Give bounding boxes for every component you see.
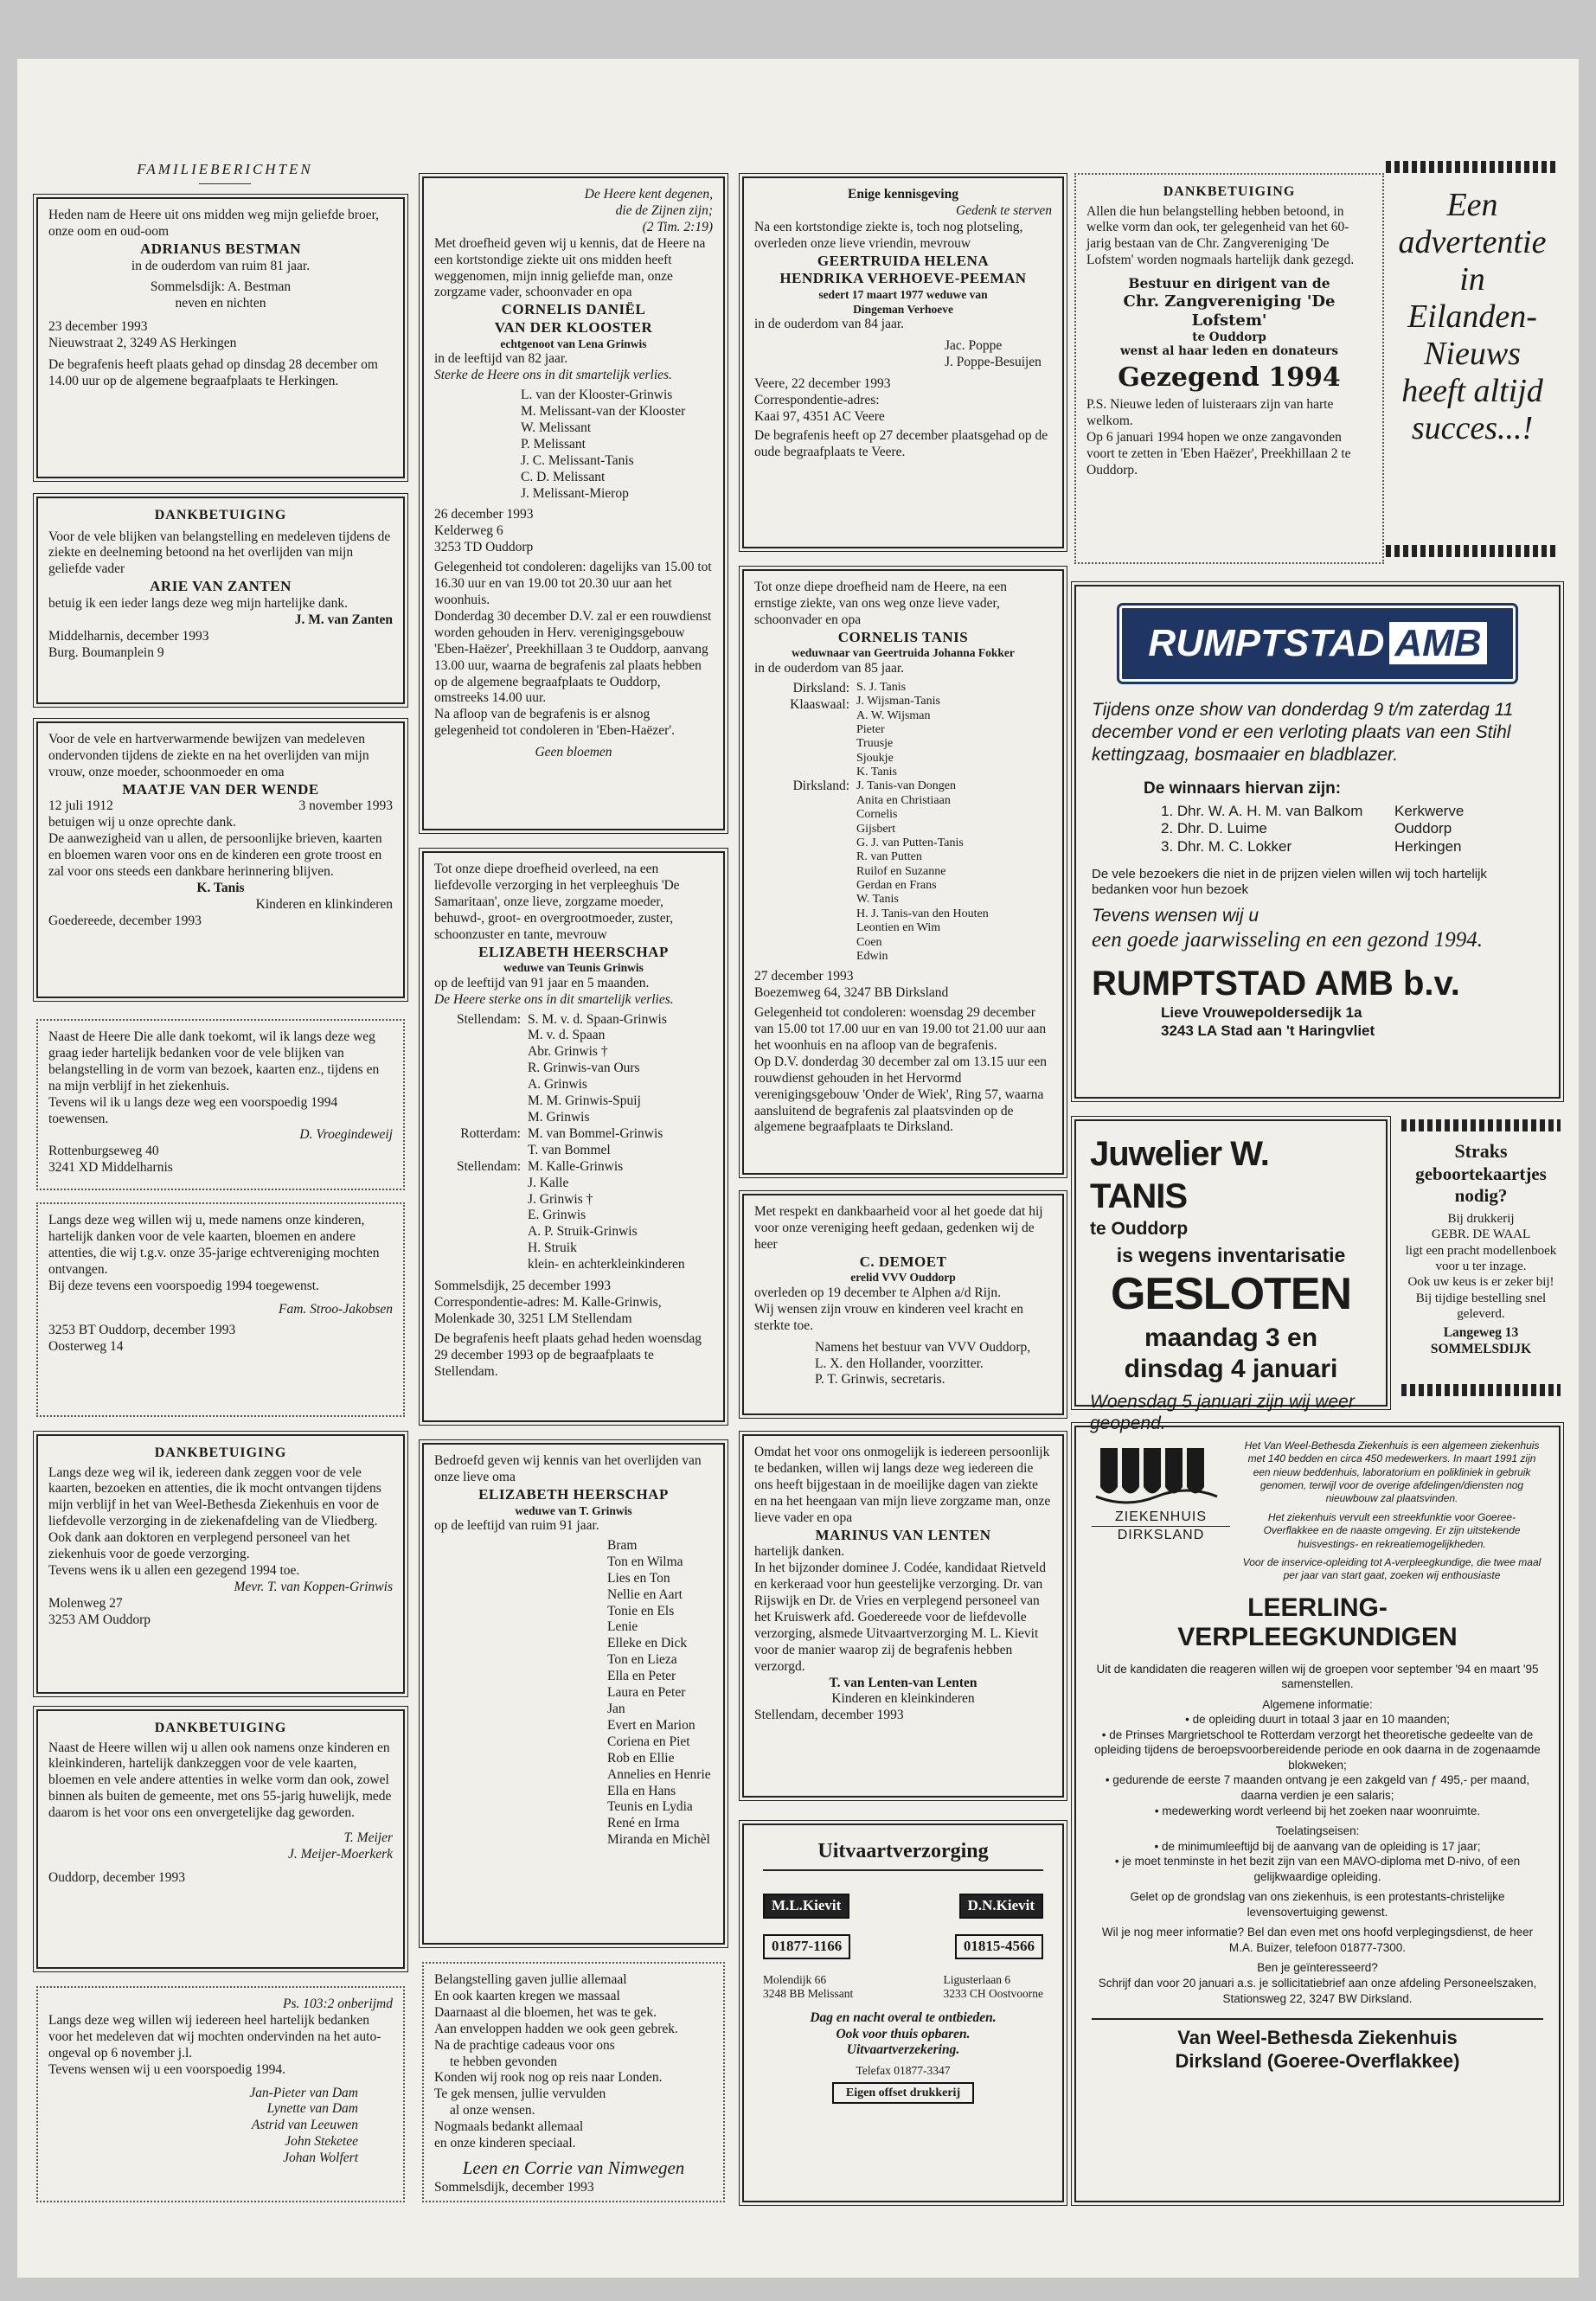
closed-dates: maandag 3 en — [1144, 1323, 1318, 1352]
notice-lofstem — [1074, 173, 1384, 564]
family-places: Stellendam: Rotterdam: Stellendam: — [456, 1011, 521, 1174]
deceased-spouse: weduwe van Teunis Grinwis — [503, 961, 644, 975]
signature: Kinderen en kleinkinderen — [831, 1691, 975, 1707]
notice-text: Langs deze weg wil ik, iedereen dank zeggen voor de vele kaarten, bezoeken en attenties, die ik mocht ontvangen tijdens mijn verblijf in het van Weel-Bethesda Ziekenhuis en voor de liefdevolle verzorging in de ziekenafdeling van de Vliedberg. Ook dank aan doktoren en verplegend personeel van het ziekenhuis voor de goede verzorging. Tevens wens ik u allen een gezegend 1994 toe. — [48, 1465, 381, 1578]
notice-text: Naast de Heere willen wij u allen ook namens onze kinderen en kleinkinderen, hartelijk dankzeggen voor de vele kaarten, bloemen en vele andere attenties in welke vorm dan ook, zowel binnen als buiten de gemeente, met ons 55-jarig huwelijk, mede daarom is het voor ons een onvergetelijke dag geworden. — [48, 1740, 392, 1821]
deceased-name: ELIZABETH HEERSCHAP — [478, 943, 669, 960]
info-heading: Toelatingseisen: — [1275, 1824, 1360, 1838]
ornament-border — [1386, 545, 1559, 557]
ornament-border — [1401, 1119, 1561, 1131]
notice-heerschap-grandchildren — [422, 1443, 725, 1945]
winner-place: Kerkwerve — [1394, 802, 1465, 819]
notice-verhoeve-peeman — [742, 176, 1064, 548]
poem-line: Na de prachtige cadeaus voor ons — [434, 2037, 615, 2053]
deceased-name: ELIZABETH HEERSCHAP — [478, 1485, 669, 1503]
poem-line: te hebben gevonden — [450, 2054, 557, 2069]
signature: K. Tanis — [196, 880, 245, 895]
notice-text: Tot onze diepe droefheid overleed, na een liefdevolle verzorging in het verpleeghuis 'De Samaritaan', onze lieve, zorgzame moeder, behuwd-, groot- en overgrootmoeder, zuster, schoonzuster en tante, mevrouw — [434, 862, 680, 942]
footer — [1092, 2018, 1543, 2073]
winners-heading: De winnaars hiervan zijn: — [1144, 779, 1342, 798]
notice-text: overleden op 19 december te Alphen a/d Rijn. Wij wensen zijn vrouw en kinderen veel kracht en sterkte toe. — [754, 1285, 1023, 1333]
deceased-spouse: sedert 17 maart 1977 weduwe van Dingeman Verhoeve — [818, 288, 988, 316]
poem-line: Daarnaast al die bloemen, het was te gek. — [434, 2004, 657, 2020]
greeting-line: te Ouddorp — [1192, 330, 1266, 344]
notice-text: Bedroefd geven wij kennis van het overlijden van onze lieve oma — [434, 1453, 702, 1484]
poem-line: En ook kaarten kregen we massaal — [434, 1988, 620, 2003]
ad-text: Het ziekenhuis vervult een streekfunktie voor Goeree-Overflakkee en de naaste omgeving. Er zijn uitstekende huisvestings- en rekreatiemogelijkheden. — [1263, 1510, 1521, 1550]
closed-notice: GESLOTEN — [1110, 1269, 1352, 1320]
signature: Leen en Corrie van Nimwegen — [462, 2157, 685, 2178]
winner-name: 3. Dhr. M. C. Lokker — [1161, 838, 1292, 856]
ziekenhuis-logo — [1092, 1439, 1230, 1583]
notice-title: DANKBETUIGING — [154, 508, 287, 522]
notice-address: 3253 BT Ouddorp, december 1993 Oosterweg 14 — [48, 1323, 236, 1355]
bible-verse: De Heere kent degenen, die de Zijnen zijn; — [584, 187, 713, 218]
application-info: Ben je geïnteresseerd? Schrijf dan voor 20 januari a.s. je sollicitatiebrief aan onze afdeling Personeelszaken, Stationsweg 22, 3247 BW Dirksland. — [1098, 1961, 1537, 2005]
notice-funeral: De begrafenis heeft plaats gehad heden woensdag 29 december 1993 op de begraafplaats te Stellendam. — [434, 1330, 702, 1379]
reopen-notice: Woensdag 5 januari zijn wij weer geopend. — [1090, 1391, 1355, 1434]
notice-place-date: Ouddorp, december 1993 — [48, 1869, 185, 1885]
deceased-name: MAATJE VAN DER WENDE — [122, 780, 319, 798]
notice-text: Naast de Heere Die alle dank toekomt, wil ik langs deze weg graag ieder hartelijk bedanken voor de vele blijken van belangstelling in de vorm van bezoek, kaarten enz., tijdens en na mijn verblijf in het ziekenhuis. Tevens wil ik u langs deze weg een voorspoedig 1994 toewensen. — [48, 1029, 380, 1126]
notice-age: op de leeftijd van 91 jaar en 5 maanden. — [434, 975, 650, 990]
notice-address: Molenweg 27 3253 AM Ouddorp — [48, 1595, 151, 1627]
notice-text: Allen die hun belangstelling hebben betoond, in welke vorm dan ook, ter gelegenheid van het 60-jarig bestaan van de Chr. Zangvereniging 'De Lofstem' worden nogmaals hartelijk dank gezegd. — [1086, 203, 1355, 268]
signature: Fam. Stroo-Jakobsen — [278, 1301, 393, 1317]
winner-name: 2. Dhr. D. Luime — [1161, 820, 1267, 837]
ad-title: Straks — [1454, 1140, 1508, 1162]
address: Langeweg 13 — [1443, 1325, 1519, 1341]
ad-ziekenhuis-dirksland — [1074, 1426, 1561, 2202]
info-heading: Algemene informatie: — [1262, 1697, 1373, 1711]
notice-quote: Sterke de Heere ons in dit smartelijk verlies. — [434, 368, 672, 383]
ad-text: is wegens inventarisatie — [1116, 1244, 1346, 1267]
address: 3243 LA Stad aan 't Haringvliet — [1161, 1022, 1375, 1040]
company-place: Dirksland (Goeree-Overflakkee) — [1175, 2049, 1460, 2072]
company-name: RUMPTSTAD AMB b.v. — [1092, 964, 1460, 1003]
address: Ligusterlaan 6 3233 CH Oostvoorne — [943, 1972, 1043, 2001]
notice-title: DANKBETUIGING — [154, 1445, 287, 1460]
company-name: Juwelier W. TANIS — [1090, 1135, 1269, 1215]
address: Molendijk 66 3248 BB Melissant — [763, 1972, 854, 2001]
notice-text: Met respekt en dankbaarheid voor al het goede dat hij voor onze vereniging heeft gedaan, gedenken wij de heer — [754, 1204, 1043, 1252]
notice-meijer — [36, 1709, 405, 1969]
deceased-name: MARINUS VAN LENTEN — [815, 1526, 991, 1543]
greeting-line: wenst al haar leden en donateurs — [1120, 344, 1338, 359]
bible-reference: (2 Tim. 2:19) — [642, 219, 713, 234]
company-place: te Ouddorp — [1090, 1218, 1189, 1239]
winner-place: Ouddorp — [1394, 820, 1452, 837]
ad-text: Uit de kandidaten die reageren willen wij de groepen voor september '94 en maart '95 samenstellen. — [1096, 1662, 1539, 1691]
ad-text: De vele bezoekers die niet in de prijzen vielen willen wij toch hartelijk bedanken voor hun bezoek — [1092, 866, 1487, 898]
greeting-line: Bestuur en dirigent van de — [1128, 275, 1330, 292]
notice-tanis — [742, 569, 1064, 1175]
notice-text: Omdat het voor ons onmogelijk is iedereen persoonlijk te bedanken, willen wij langs deze weg iedereen die ons heeft bijgestaan in de moeilijke dagen van ziekte en na het heengaan van mijn lieve zorgzame man, onze lieve vader en opa — [754, 1445, 1051, 1525]
notice-title: DANKBETUIGING — [154, 1721, 287, 1735]
ad-de-waal — [1401, 1137, 1561, 1379]
phone-number: 01815-4566 — [955, 1934, 1043, 1959]
notice-title: Enige kennisgeving — [848, 187, 958, 202]
logo-text: DIRKSLAND — [1092, 1526, 1230, 1544]
ad-slogan: Ook voor thuis opbaren. — [836, 2026, 971, 2041]
deceased-name: C. DEMOET — [859, 1253, 947, 1270]
notice-text: Tot onze diepe droefheid nam de Heere, na een ernstige ziekte, van ons weg onze lieve vader, schoonvader en opa — [754, 580, 1007, 627]
newspaper-page — [17, 59, 1579, 2278]
notice-demoet — [742, 1194, 1064, 1415]
family-list: Bram Ton en Wilma Lies en Ton Nellie en Aart Tonie en Els Lenie Elleke en Dick Ton en Lieza Ella en Peter Laura en Peter Jan Evert en Marion Coriena en Piet Rob en Ellie Annelies en Henrie Ella en Hans Teunis en Lydia René en Irma Miranda en Michèl — [607, 1537, 711, 1848]
notice-quote: De Heere sterke ons in dit smartelijk verlies. — [434, 991, 674, 1007]
notice-address: 27 december 1993 Boezemweg 64, 3247 BB Dirksland — [754, 969, 949, 1001]
notice-address: Middelharnis, december 1993 Burg. Boumanplein 9 — [48, 628, 209, 660]
notice-address: Rottenburgseweg 40 3241 XD Middelharnis — [48, 1144, 173, 1176]
vacancy-title: LEERLING- VERPLEEGKUNDIGEN — [1177, 1593, 1458, 1652]
deceased-spouse: echtgenoot van Lena Grinwis — [500, 336, 647, 350]
ad-text: Gelet op de grondslag van ons ziekenhuis, is een protestants-christelijke levensovertuiging gewenst. — [1130, 1890, 1505, 1919]
ornament-border — [1401, 1384, 1561, 1396]
notice-age: op de leeftijd van ruim 91 jaar. — [434, 1518, 599, 1534]
ad-text: Tijdens onze show van donderdag 9 t/m zaterdag 11 december vond er een verloting plaats van een Stihl kettingzaag, bosmaaier en bladblazer. — [1092, 699, 1514, 766]
signature: Jac. Poppe J. Poppe-Besuijen — [945, 337, 1042, 369]
notice-place-date: Goedereede, december 1993 — [48, 913, 202, 928]
ad-text: Het Van Weel-Bethesda Ziekenhuis is een algemeen ziekenhuis met 140 bedden en circa 450 medewerkers. In maart 1991 zijn een nieuw beddenhuis, laboratorium en polikliniek in gebruik genomen, terwijl voor de overige afdelingen/diensten nog nieuwbouw zal plaatsvinden. — [1244, 1439, 1540, 1505]
notice-text: betuigen wij u onze oprechte dank. De aanwezigheid van u allen, de persoonlijke brieven, kaarten en bloemen waren voor ons en de kinderen een grote troost en zal voor ons steeds een dankbare herinnering blijven. — [48, 815, 382, 880]
notice-van-der-klooster — [422, 176, 725, 830]
ornament-border — [1386, 161, 1559, 173]
notice-age: in de ouderdom van 85 jaar. — [754, 660, 905, 676]
fax-number: Telefax 01877-3347 — [856, 2064, 951, 2078]
bible-verse: Gedenk te sterven — [955, 202, 1052, 218]
birth-date: 12 juli 1912 — [48, 798, 113, 814]
bible-reference: Ps. 103:2 onberijmd — [282, 1997, 393, 2011]
company-name: Van Weel-Bethesda Ziekenhuis — [1177, 2027, 1458, 2049]
notice-text: Heden nam de Heere uit ons midden weg mijn geliefde broer, onze oom en oud-oom — [48, 208, 380, 239]
deceased-name: CORNELIS DANIËL VAN DER KLOOSTER — [494, 301, 653, 336]
notice-vroegindeweij — [36, 1019, 405, 1190]
deceased-name: CORNELIS TANIS — [837, 628, 969, 645]
ad-kievit — [742, 1823, 1064, 2202]
notice-heerschap — [422, 851, 725, 1422]
section-header: FAMILIEBERICHTEN — [35, 161, 415, 184]
notice-title: DANKBETUIGING — [1163, 184, 1296, 199]
notice-stroo — [36, 1202, 405, 1417]
winner-place: Herkingen — [1394, 838, 1462, 856]
death-date: 3 november 1993 — [298, 798, 393, 814]
poem-line: en onze kinderen speciaal. — [434, 2136, 576, 2151]
ad-title: geboortekaartjes — [1415, 1163, 1547, 1184]
notice-wolfert — [36, 1986, 405, 2202]
ad-text: Voor de inservice-opleiding tot A-verpleegkundige, die twee maal per jaar van start gaat, zoeken wij enthousiaste — [1242, 1555, 1542, 1582]
logo-text: ZIEKENHUIS — [1114, 1509, 1207, 1524]
notice-text: Na een kortstondige ziekte is, toch nog plotseling, overleden onze lieve vriendin, mevrouw — [754, 219, 1023, 251]
phone-number: 01877-1166 — [763, 1934, 850, 1959]
vacancy-body — [1092, 1662, 1543, 2006]
notice-text: Met droefheid geven wij u kennis, dat de Heere na een kortstondige ziekte uit ons midden heeft weggenomen, mijn innig geliefde man, onze zorgzame vader, schoonvader en opa — [434, 235, 706, 300]
notice-address: Sommelsdijk, 25 december 1993 Correspondentie-adres: M. Kalle-Grinwis, Molenkade 30, 3251 LM Stellendam — [434, 1279, 662, 1326]
deceased-spouse: weduwnaar van Geertruida Johanna Fokker — [792, 646, 1015, 660]
notice-funeral: Gelegenheid tot condoleren: woensdag 29 december van 15.00 tot 17.00 uur en van 19.00 tot 21.00 uur aan het woonhuis en na afloop van de begrafenis. Op D.V. donderdag 30 december zal om 13.15 uur een rouwdienst gehouden in het Hervormd verenigingsgebouw 'Onder de Wiek', Ring 57, waarna aansluitend de begrafenis zal plaatsvinden op de algemene begraafplaats te Dirksland. — [754, 1005, 1048, 1135]
deceased-name: GEERTRUIDA HELENA HENDRIKA VERHOEVE-PEEMAN — [779, 252, 1027, 287]
family-line: Sommelsdijk: A. Bestman — [150, 279, 292, 295]
notice-place-date: Sommelsdijk, december 1993 — [434, 2179, 594, 2195]
notice-text: P.S. Nieuwe leden of luisteraars zijn van harte welkom. Op 6 januari 1994 hopen we onze zangavonden voort te zetten in 'Eben Haëzer', Preekhillaan 2 te Ouddorp. — [1086, 397, 1351, 478]
notice-address: 23 december 1993 Nieuwstraat 2, 3249 AS Herkingen — [48, 319, 237, 351]
notice-text: Langs deze weg willen wij u, mede namens onze kinderen, hartelijk danken voor de vele kaarten, bloemen en andere attenties, die wij t.g.v. onze 35-jarige echtvereniging mochten ontvangen. Bij deze tevens een voorspoedig 1994 toegewenst. — [48, 1213, 380, 1293]
printer-credit: Eigen offset drukkerij — [832, 2082, 974, 2104]
poem-line: Konden wij rook nog op reis naar Londen. — [434, 2070, 663, 2086]
notice-text: hartelijk danken. In het bijzonder dominee J. Codée, kandidaat Rietveld en kerkeraad voor hun geestelijke verzorging. Dr. van Rijswijk en Dr. de Vries en verplegend personeel van het Kruiswerk afd. Goedereede voor de liefdevolle verzorging, alsmede Uitvaartverzorging M. L. Kievit voor de manier waarop zij de begrafenis hebben verzorgd. — [754, 1544, 1047, 1674]
notice-funeral: Gelegenheid tot condoleren: dagelijks van 15.00 tot 16.30 uur en van 19.00 tot 20.30 uur aan het woonhuis. Donderdag 30 december D.V. zal er een rouwdienst worden gehouden in Herv. verenigingsgebouw 'Eben-Haëzer', Preekhillaan 3 te Ouddorp, aanvang 13.00 uur, waarna de begrafenis zal plaats hebben op de algemene begraafplaats te Ouddorp, omstreeks 14.00 uur. Na afloop van de begrafenis is er alsnog gelegenheid tot condoleren in 'Eben-Haëzer'. — [434, 560, 712, 739]
ad-juwelier-tanis — [1074, 1119, 1388, 1434]
notice-closing: Geen bloemen — [535, 745, 612, 760]
signature: D. Vroegindeweij — [299, 1127, 393, 1143]
poem-line: al onze wensen. — [450, 2103, 535, 2118]
deceased-spouse: weduwe van T. Grinwis — [515, 1503, 632, 1517]
ad-rumptstad — [1074, 585, 1561, 1099]
notice-text: Voor de vele blijken van belangstelling en medeleven tijdens de ziekte en deelneming betoond na het overlijden van mijn geliefde vader — [48, 529, 391, 577]
new-year-greeting: een goede jaarwisseling en een gezond 1994. — [1092, 928, 1483, 952]
deceased-name: ARIE VAN ZANTEN — [150, 578, 292, 595]
ad-title: nodig? — [1454, 1185, 1508, 1207]
winners-list — [1092, 803, 1543, 856]
notice-van-der-wende — [36, 721, 405, 998]
signature: J. M. van Zanten — [294, 612, 393, 627]
notice-age: in de ouderdom van 84 jaar. — [754, 317, 905, 332]
notice-place-date: Stellendam, december 1993 — [754, 1708, 904, 1723]
rumptstad-logo: RUMPTSTAD AMB — [1119, 606, 1515, 682]
deceased-name: ADRIANUS BESTMAN — [139, 240, 302, 257]
signature: Namens het bestuur van VVV Ouddorp, L. X. den Hollander, voorzitter. P. T. Grinwis, secretaris. — [815, 1339, 1031, 1388]
signature: Mevr. T. van Koppen-Grinwis — [234, 1579, 393, 1594]
notice-funeral: De begrafenis heeft plaats gehad op dinsdag 28 december om 14.00 uur op de algemene begraafplaats te Herkingen. — [48, 357, 378, 388]
winner-name: 1. Dhr. W. A. H. M. van Balkom — [1161, 802, 1363, 819]
info-list: • de minimumleeftijd bij de aanvang van de opleiding is 17 jaar; • je moet tenminste in het bezit zijn van een MAVO-diploma met D-nivo, of een gelijkwaardige opleiding. — [1114, 1839, 1521, 1883]
address: Lieve Vrouwepoldersedijk 1a — [1161, 1004, 1362, 1022]
notice-address: 26 december 1993 Kelderweg 6 3253 TD Ouddorp — [434, 507, 534, 555]
choir-name: Chr. Zangvereniging 'De Lofstem' — [1123, 292, 1336, 330]
address: SOMMELSDIJK — [1430, 1342, 1532, 1357]
notice-text: Voor de vele en hartverwarmende bewijzen van medeleven ondervonden tijdens de ziekte en na het overlijden van mijn vrouw, onze moeder, schoonmoeder en oma — [48, 732, 369, 779]
notice-funeral: De begrafenis heeft op 27 december plaatsgehad op de oude begraafplaats te Veere. — [754, 428, 1048, 460]
notice-text: Langs deze weg willen wij iedereen heel hartelijk bedanken voor het medeleven dat wij mochten ondervinden na het auto-ongeval op 6 november j.l. Tevens wensen wij u een voorspoedig 1994. — [48, 2012, 381, 2077]
closed-dates: dinsdag 4 januari — [1124, 1355, 1338, 1384]
waves-icon — [1092, 1439, 1221, 1509]
ad-eilanden-nieuws — [1386, 182, 1559, 538]
notice-van-koppen — [36, 1434, 405, 1694]
signature: Jan-Pieter van Dam Lynette van Dam Astrid van Leeuwen John Steketee Johan Wolfert — [249, 2085, 358, 2166]
notice-text: betuig ik een ieder langs deze weg mijn hartelijke dank. — [48, 595, 349, 611]
ad-slogan: Uitvaartverzekering. — [846, 2042, 960, 2058]
deceased-title: erelid VVV Ouddorp — [850, 1271, 956, 1285]
notice-van-zanten — [36, 497, 405, 704]
poem-line: Belangstelling gaven jullie allemaal — [434, 1972, 627, 1987]
family-list: S. J. Tanis J. Wijsman-Tanis A. W. Wijsman Pieter Truusje Sjoukje K. Tanis J. Tanis-van Dongen Anita en Christiaan Cornelis Gijsbert G. J. van Putten-Tanis R. van Putten Ruilof en Suzanne Gerdan en Frans W. Tanis H. J. Tanis-van den Houten Leontien en Wim Coen Edwin — [856, 680, 989, 963]
signature: Kinderen en klinkinderen — [255, 896, 393, 912]
family-line: neven en nichten — [175, 296, 266, 311]
signature: T. Meijer J. Meijer-Moerkerk — [287, 1830, 393, 1862]
poem — [434, 1972, 713, 2152]
new-year-greeting: Gezegend 1994 — [1118, 362, 1341, 393]
company-name: M.L.Kievit — [763, 1894, 849, 1919]
ad-text: Een advertentie in Eilanden- Nieuws heeft altijd succes...! — [1398, 187, 1547, 446]
notice-van-nimwegen — [422, 1962, 725, 2202]
family-list: L. van der Klooster-Grinwis M. Melissant-van der Klooster W. Melissant P. Melissant J. C. Melissant-Tanis C. D. Melissant J. Melissant-Mierop — [521, 388, 686, 501]
ad-text: Bij drukkerij GEBR. DE WAAL ligt een pracht modellenboek voor u ter inzage. Ook uw keus is er zeker bij! Bij tijdige bestelling snel geleverd. — [1405, 1212, 1557, 1321]
company-name: D.N.Kievit — [959, 1894, 1043, 1919]
poem-line: Te gek mensen, jullie vervulden — [434, 2086, 606, 2102]
notice-age: in de leeftijd van 82 jaar. — [434, 351, 568, 367]
ad-text: Wil je nog meer informatie? Bel dan even met ons hoofd verplegingsdienst, de heer M.A. Buizer, telefoon 01877-7300. — [1101, 1926, 1534, 1954]
family-places: Dirksland: Klaaswaal: Dirksland: — [790, 680, 849, 794]
ad-text: Tevens wensen wij u — [1092, 906, 1259, 926]
notice-van-lenten — [742, 1434, 1064, 1798]
notice-address: Veere, 22 december 1993 Correspondentie-adres: Kaai 97, 4351 AC Veere — [754, 375, 891, 424]
info-list: • de opleiding duurt in totaal 3 jaar en 10 maanden; • de Prinses Margrietschool te Rotterdam verzorgt het theoretische gedeelte van de opleiding tijdens de beroepsvoorbereidende periode en ook daarna in de zogenaamde blokweken; • gedurende de eerste 7 maanden ontvang je een zakgeld van ƒ 495,- per maand, daarna verdien je een salaris; • medewerking wordt verleend bij het zoeken naar woonruimte. — [1094, 1713, 1541, 1817]
ad-slogan: Dag en nacht overal te ontbieden. — [810, 2009, 997, 2025]
notice-age: in de ouderdom van ruim 81 jaar. — [131, 258, 311, 273]
poem-line: Nogmaals bedankt allemaal — [434, 2119, 584, 2135]
ad-title: Uitvaartverzorging — [763, 1839, 1043, 1871]
notice-bestman — [36, 197, 405, 478]
poem-line: Aan enveloppen hadden we ook geen gebrek. — [434, 2021, 678, 2036]
signature: T. van Lenten-van Lenten — [829, 1675, 977, 1690]
family-list: S. M. v. d. Spaan-Grinwis M. v. d. Spaan Abr. Grinwis † R. Grinwis-van Ours A. Grinwis M. M. Grinwis-Spuij M. Grinwis M. van Bommel-Grinwis T. van Bommel M. Kalle-Grinwis J. Kalle J. Grinwis † E. Grinwis A. P. Struik-Grinwis H. Struik klein- en achterkleinkinderen — [528, 1011, 685, 1272]
